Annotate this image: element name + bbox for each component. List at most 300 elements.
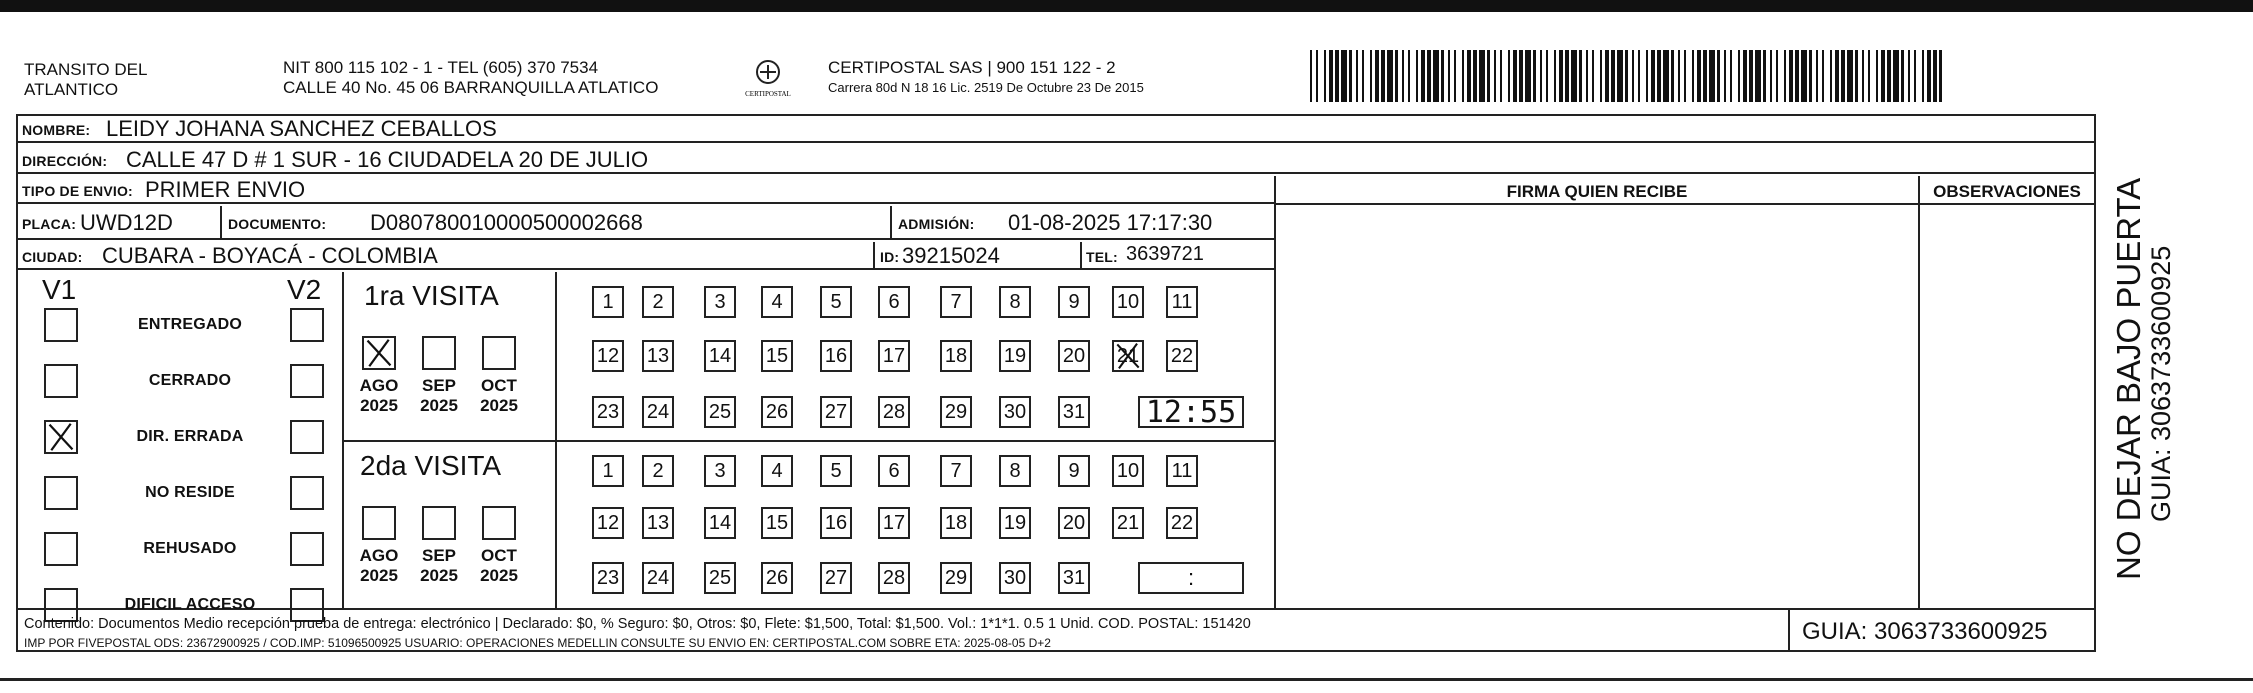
side-warning-text: NO DEJAR BAJO PUERTA [2110,177,2147,580]
second-visit-month-checkbox-2[interactable] [482,506,516,540]
second-visit-day-23[interactable] [592,562,624,594]
documento-label: DOCUMENTO: [228,216,327,232]
barcode-bar [1692,50,1694,102]
second-visit-day-9[interactable] [1058,455,1090,487]
day-number: 13 [646,511,670,534]
obs-right-border [2094,176,2096,610]
ciudad-row [18,242,1274,270]
id-label: ID: [880,249,900,265]
first-visit-day-18[interactable] [940,340,972,372]
org-line1: TRANSITO DEL [24,60,148,79]
barcode-bar [1335,50,1339,102]
first-visit-time-field[interactable] [1138,396,1244,428]
first-visit-day-20[interactable] [1058,340,1090,372]
day-number: 7 [950,290,962,313]
first-visit-day-30[interactable] [999,396,1031,428]
first-visit-day-15[interactable] [761,340,793,372]
barcode-bar [1914,50,1916,102]
barcode-bar [1565,50,1569,102]
day-number: 24 [646,566,670,589]
year-label: 2025 [420,566,458,585]
day-number: 2 [652,459,664,482]
barcode-bar [1508,50,1510,102]
org-contact [283,58,658,98]
day-number: 15 [765,344,789,367]
day-number: 21 [1116,344,1140,367]
firma-left-border [1274,176,1276,610]
day-number: 29 [944,400,968,423]
first-visit-day-5[interactable] [820,286,852,318]
status-label-4: REHUSADO [143,540,237,557]
footer-contenido: Contenido: Documentos Medio recepción prueba de entrega: electrónico | Declarado: $0, % Seguro: $0, Otros: $0, Flete: $1,500, Total: $1,500. Vol.: 1*1*1. 0.5 1 Unid. COD. POSTAL: 151420 [24,616,1251,632]
admision-value: 01-08-2025 17:17:30 [1008,210,1213,235]
day-number: 25 [708,566,732,589]
second-visit-day-3[interactable] [704,455,736,487]
day-number: 5 [830,290,842,313]
month-label: SEP [421,546,457,565]
second-visit-day-11[interactable] [1166,455,1198,487]
month-label: AGO [359,376,399,395]
barcode-bar [1632,50,1634,102]
barcode-bar [1801,50,1807,102]
barcode-bar [1684,50,1686,102]
day-number: 12 [596,344,620,367]
barcode-bar [1816,50,1818,102]
firma-header-line [1276,203,2094,205]
barcode-bar [1433,50,1439,102]
first-visit-day-19[interactable] [999,340,1031,372]
second-visit-day-28[interactable] [878,562,910,594]
status-label-1: CERRADO [148,372,232,389]
barcode-bar [1370,50,1372,102]
barcode-bar [1579,50,1582,102]
second-visit-day-29[interactable] [940,562,972,594]
tel-divider [1080,242,1082,270]
first-visit-day-26[interactable] [761,396,793,428]
first-visit-day-1[interactable] [592,286,624,318]
first-visit-month-checkbox-0[interactable] [362,336,396,370]
barcode-bar [1349,50,1352,102]
second-visit-day-14[interactable] [704,507,736,539]
day-number: 4 [771,290,783,313]
first-visit-day-22[interactable] [1166,340,1198,372]
barcode-bar [1600,50,1602,102]
first-visit-day-16[interactable] [820,340,852,372]
first-visit-title: 1ra VISITA [364,280,499,311]
day-number: 20 [1062,344,1086,367]
observaciones-label: OBSERVACIONES [1933,182,2081,201]
second-visit-day-25[interactable] [704,562,736,594]
first-visit-day-14[interactable] [704,340,736,372]
first-visit-day-11[interactable] [1166,286,1198,318]
barcode-bar [1876,50,1878,102]
first-visit-day-27[interactable] [820,396,852,428]
barcode-bar [1887,50,1891,102]
v2-checkbox-3[interactable] [290,476,324,510]
day-number: 20 [1062,511,1086,534]
barcode-bar [1830,50,1832,102]
barcode-bar [1329,50,1333,102]
day-number: 17 [882,344,906,367]
barcode-bar [1789,50,1793,102]
second-visit-day-27[interactable] [820,562,852,594]
bottom-border [0,678,2253,681]
barcode-bar [1868,50,1870,102]
barcode-bar [1592,50,1594,102]
id-divider [873,242,875,270]
barcode [1310,50,1942,102]
tel-value: 3639721 [1126,243,1204,265]
second-visit-day-30[interactable] [999,562,1031,594]
barcode-bar [1559,50,1563,102]
barcode-bar [1881,50,1885,102]
barcode-bar [1487,50,1490,102]
direccion-label: DIRECCIÓN: [22,153,108,169]
first-visit-day-23[interactable] [592,396,624,428]
day-number: 3 [714,459,726,482]
barcode-bar [1513,50,1517,102]
second-visit-day-7[interactable] [940,455,972,487]
barcode-bar [1755,50,1761,102]
day-number: 18 [944,344,968,367]
second-visit-day-22[interactable] [1166,507,1198,539]
barcode-bar [1427,50,1431,102]
footer-imp-line: IMP POR FIVEPOSTAL ODS: 23672900925 / COD.IMP: 51096500925 USUARIO: OPERACIONES MEDELLIN CONSULTE SU ENVIO EN: CERTIPOSTAL.COM SOBRE ETA: 2025-08-05 D+2 [24,636,1051,650]
day-number: 6 [888,290,900,313]
status-label-0: ENTREGADO [137,316,243,333]
first-visit-day-9[interactable] [1058,286,1090,318]
time-value: 12:55 [1145,394,1237,430]
barcode-bar [1395,50,1398,102]
barcode-bar [1310,50,1312,102]
v2-checkbox-1[interactable] [290,364,324,398]
grid-bottom-line [18,608,2094,610]
first-visit-day-3[interactable] [704,286,736,318]
day-number: 5 [830,459,842,482]
barcode-bar [1795,50,1799,102]
barcode-bar [1617,50,1623,102]
day-number: 28 [882,566,906,589]
second-visit-day-19[interactable] [999,507,1031,539]
barcode-bar [1933,50,1937,102]
day-number: 16 [824,344,848,367]
barcode-bar [1494,50,1496,102]
barcode-bar [1356,50,1358,102]
address-line: CALLE 40 No. 45 06 BARRANQUILLA ATLATICO [283,78,659,97]
svg-text:CERTIPOSTAL: CERTIPOSTAL [745,90,791,98]
barcode-bar [1387,50,1393,102]
day-number: 19 [1003,344,1027,367]
day-number: 21 [1116,511,1140,534]
first-visit-day-31[interactable] [1058,396,1090,428]
day-number: 6 [888,459,900,482]
barcode-bar [1724,50,1726,102]
ciudad-label: CIUDAD: [22,249,83,265]
x-mark-icon [46,422,76,452]
day-number: 11 [1171,459,1193,482]
second-visit-day-21[interactable] [1112,507,1144,539]
x-mark-icon [364,338,394,368]
barcode-bar [1809,50,1812,102]
first-visit-day-12[interactable] [592,340,624,372]
v1-checkbox-4[interactable] [44,532,78,566]
v2-label: V2 [287,274,322,305]
barcode-bar [1362,50,1364,102]
second-visit-day-24[interactable] [642,562,674,594]
day-number: 1 [602,290,614,313]
year-label: 2025 [360,566,398,585]
time-value: : [1187,565,1195,590]
day-number: 14 [708,344,732,367]
first-visit-day-4[interactable] [761,286,793,318]
barcode-bar [1533,50,1536,102]
day-number: 9 [1068,459,1080,482]
barcode-bar [1611,50,1615,102]
day-number: 8 [1009,290,1021,313]
barcode-bar [1922,50,1924,102]
first-visit-day-25[interactable] [704,396,736,428]
second-visit-day-2[interactable] [642,455,674,487]
org-line2: ATLANTICO [24,80,119,99]
placa-value: UWD12D [80,210,173,235]
day-number: 10 [1116,290,1140,313]
day-number: 9 [1068,290,1080,313]
nombre-row [18,116,2094,143]
barcode-bar [1776,50,1778,102]
barcode-bar [1908,50,1910,102]
org-name [24,60,147,100]
first-visit-day-24[interactable] [642,396,674,428]
barcode-bar [1638,50,1640,102]
first-visit-day-21[interactable] [1112,340,1144,372]
x-mark-icon [1114,342,1142,370]
second-visit-month-checkbox-0[interactable] [362,506,396,540]
firma-label: FIRMA QUIEN RECIBE [1506,182,1688,201]
day-number: 2 [652,290,664,313]
barcode-bar [1554,50,1556,102]
second-visit-day-8[interactable] [999,455,1031,487]
first-visit-day-13[interactable] [642,340,674,372]
first-visit-day-10[interactable] [1112,286,1144,318]
footer-guia: GUIA: 3063733600925 [1802,618,2048,645]
barcode-bar [1847,50,1853,102]
barcode-bar [1893,50,1899,102]
barcode-bar [1324,50,1326,102]
barcode-bar [1678,50,1680,102]
day-number: 24 [646,400,670,423]
v2-checkbox-0[interactable] [290,308,324,342]
status-label-5: DIFICIL ACCESO [124,596,256,613]
day-number: 8 [1009,459,1021,482]
barcode-bar [1479,50,1485,102]
tipo-value: PRIMER ENVIO [145,177,306,202]
barcode-bar [1625,50,1628,102]
v1-checkbox-0[interactable] [44,308,78,342]
day-number: 17 [882,511,906,534]
second-visit-day-13[interactable] [642,507,674,539]
barcode-bar [1822,50,1824,102]
barcode-bar [1341,50,1347,102]
admision-label: ADMISIÓN: [898,216,975,232]
day-number: 10 [1116,459,1140,482]
v1-checkbox-3[interactable] [44,476,78,510]
second-visit-day-12[interactable] [592,507,624,539]
barcode-bar [1730,50,1732,102]
day-number: 26 [765,400,789,423]
nombre-label: NOMBRE: [22,122,91,138]
day-number: 27 [824,400,848,423]
first-visit-day-29[interactable] [940,396,972,428]
barcode-bar [1467,50,1471,102]
barcode-bar [1651,50,1655,102]
second-visit-day-1[interactable] [592,455,624,487]
direccion-row [18,145,2094,174]
nit-line: NIT 800 115 102 - 1 - TEL (605) 370 7534 [283,58,599,77]
day-number: 13 [646,344,670,367]
certipostal-logo [740,58,796,100]
license-line: Carrera 80d N 18 16 Lic. 2519 De Octubre 23 De 2015 [828,80,1144,95]
year-label: 2025 [480,566,518,585]
obs-left-border [1918,176,1920,610]
day-number: 26 [765,566,789,589]
barcode-bar [1408,50,1410,102]
first-visit-day-8[interactable] [999,286,1031,318]
second-visit-day-10[interactable] [1112,455,1144,487]
nombre-value: LEIDY JOHANA SANCHEZ CEBALLOS [106,116,497,141]
v2-checkbox-4[interactable] [290,532,324,566]
v2-checkbox-2[interactable] [290,420,324,454]
second-visit-day-6[interactable] [878,455,910,487]
month-label: AGO [359,546,399,565]
second-visit-day-15[interactable] [761,507,793,539]
day-number: 11 [1171,290,1193,313]
second-visit-day-31[interactable] [1058,562,1090,594]
first-visit-month-checkbox-2[interactable] [482,336,516,370]
placa-row [18,206,1274,240]
footer-guia-divider [1788,610,1790,652]
v1-checkbox-1[interactable] [44,364,78,398]
second-visit-day-20[interactable] [1058,507,1090,539]
placa-label: PLACA: [22,216,77,232]
second-visit-month-checkbox-1[interactable] [422,506,456,540]
barcode-bar [1571,50,1577,102]
placa-divider [220,206,222,240]
day-number: 30 [1003,400,1027,423]
first-visit-day-6[interactable] [878,286,910,318]
day-number: 1 [602,459,614,482]
barcode-bar [1500,50,1502,102]
barcode-bar [1717,50,1720,102]
barcode-bar [1381,50,1385,102]
month-label: OCT [481,376,517,395]
barcode-bar [1784,50,1786,102]
barcode-bar [1646,50,1648,102]
first-visit-day-7[interactable] [940,286,972,318]
tipo-label: TIPO DE ENVIO: [22,183,133,199]
barcode-graphic [1310,50,1942,102]
second-visit-time-field[interactable] [1138,562,1244,594]
documento-value: D080780010000500002668 [370,210,643,235]
day-number: 31 [1062,566,1086,589]
barcode-bar [1841,50,1845,102]
barcode-bar [1703,50,1707,102]
day-number: 15 [765,511,789,534]
logo-icon [740,58,796,100]
barcode-bar [1540,50,1542,102]
year-label: 2025 [420,396,458,415]
day-number: 7 [950,459,962,482]
barcode-bar [1462,50,1464,102]
month-label: SEP [421,376,457,395]
barcode-bar [1763,50,1766,102]
first-visit-month-checkbox-1[interactable] [422,336,456,370]
year-label: 2025 [360,396,398,415]
barcode-bar [1749,50,1753,102]
second-visit-day-4[interactable] [761,455,793,487]
v1-checkbox-2[interactable] [44,420,78,454]
barcode-bar [1939,50,1942,102]
barcode-bar [1441,50,1444,102]
first-visit-day-2[interactable] [642,286,674,318]
status-label-3: NO RESIDE [145,484,235,501]
day-number: 29 [944,566,968,589]
barcode-bar [1835,50,1839,102]
second-visit-day-17[interactable] [878,507,910,539]
second-visit-day-16[interactable] [820,507,852,539]
second-visit-day-18[interactable] [940,507,972,539]
second-visit-day-5[interactable] [820,455,852,487]
barcode-bar [1862,50,1864,102]
company-line: CERTIPOSTAL SAS | 900 151 122 - 2 [828,58,1116,77]
day-number: 16 [824,511,848,534]
day-number: 25 [708,400,732,423]
day-number: 3 [714,290,726,313]
barcode-bar [1402,50,1404,102]
day-number: 22 [1170,344,1194,367]
barcode-bar [1525,50,1531,102]
barcode-bar [1473,50,1477,102]
barcode-bar [1901,50,1904,102]
day-number: 18 [944,511,968,534]
first-visit-day-17[interactable] [878,340,910,372]
barcode-bar [1546,50,1548,102]
second-visit-day-26[interactable] [761,562,793,594]
barcode-bar [1316,50,1318,102]
barcode-bar [1663,50,1669,102]
day-number: 12 [596,511,620,534]
barcode-bar [1454,50,1456,102]
day-number: 28 [882,400,906,423]
day-number: 22 [1170,511,1194,534]
first-visit-day-28[interactable] [878,396,910,428]
top-border [0,0,2253,12]
day-number: 30 [1003,566,1027,589]
id-value: 39215024 [902,243,1000,268]
visit-divider [344,440,1274,442]
tipo-row [18,176,1274,204]
tel-label: TEL: [1086,249,1118,265]
barcode-bar [1375,50,1379,102]
year-label: 2025 [480,396,518,415]
barcode-bar [1421,50,1425,102]
barcode-bar [1738,50,1740,102]
barcode-bar [1927,50,1931,102]
barcode-bar [1709,50,1715,102]
barcode-bar [1855,50,1858,102]
ciudad-value: CUBARA - BOYACÁ - COLOMBIA [102,243,438,268]
barcode-bar [1657,50,1661,102]
second-visit-title: 2da VISITA [360,450,502,481]
